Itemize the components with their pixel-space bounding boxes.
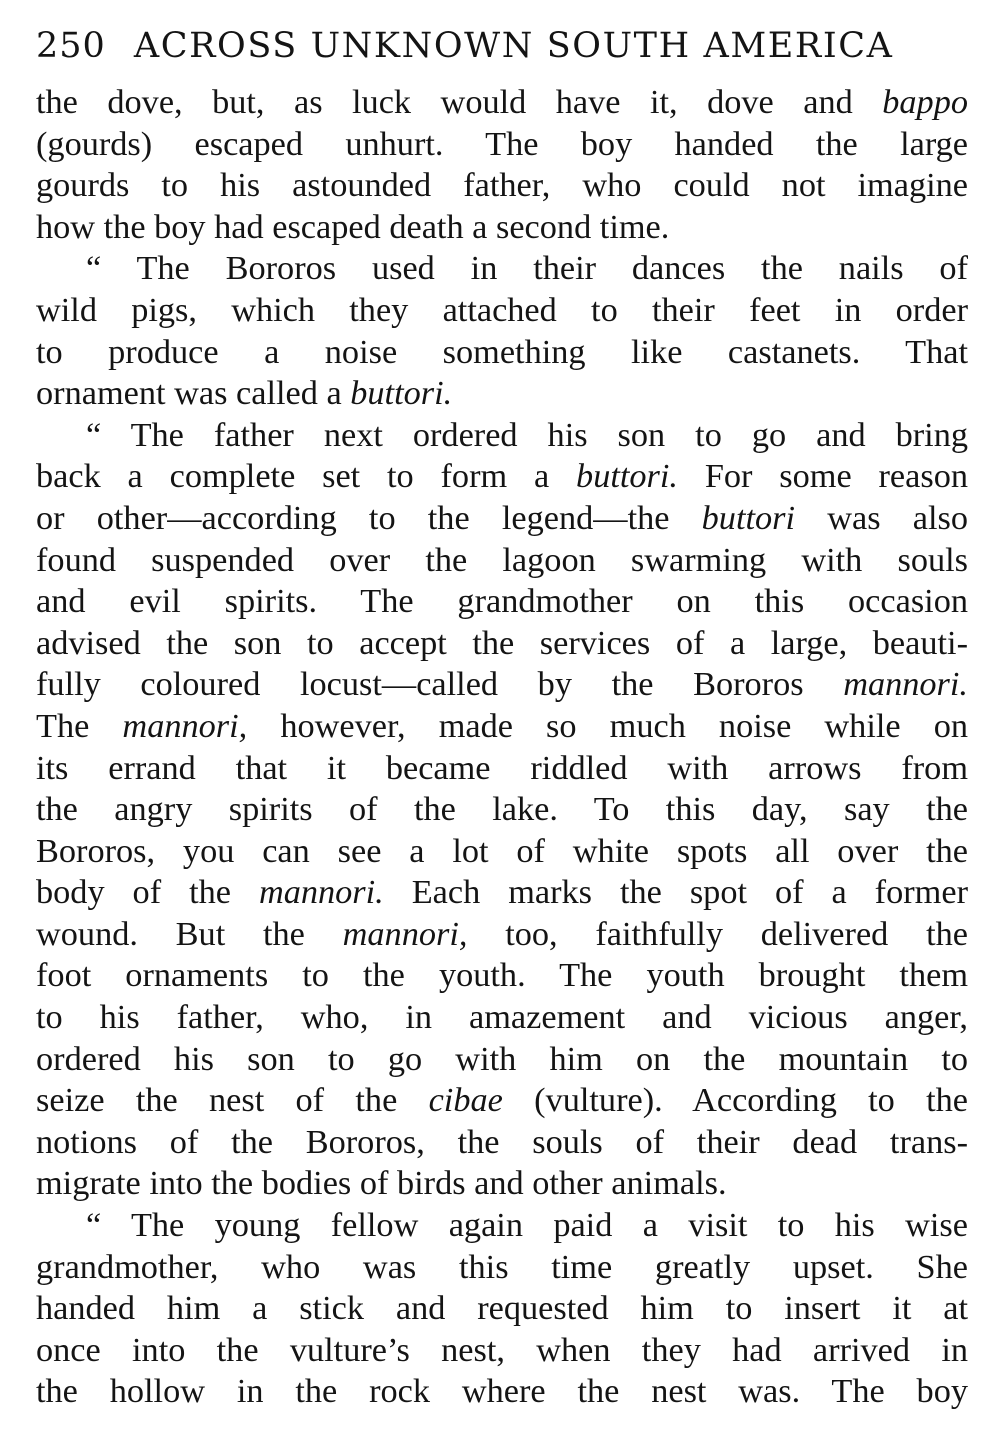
text-line <box>36 82 968 124</box>
text-segment: wild pigs, which they attached to their feet in order <box>36 290 968 329</box>
italic-word: mannori. <box>843 665 968 704</box>
text-line <box>36 165 968 207</box>
text-line <box>36 789 968 831</box>
text-segment: the angry spirits of the lake. To this day, say the <box>36 790 968 829</box>
text-line <box>36 623 968 665</box>
text-line <box>36 831 968 873</box>
text-segment: or other—according to the legend—the <box>36 498 702 537</box>
text-segment: how the boy had escaped death a second time. <box>36 207 670 246</box>
text-segment: the hollow in the rock where the nest was. The boy <box>36 1372 968 1411</box>
text-line <box>36 1247 968 1289</box>
text-line <box>36 1371 968 1413</box>
text-line <box>36 1330 968 1372</box>
text-line <box>36 332 968 374</box>
italic-word: mannori. <box>258 873 384 912</box>
italic-word: cibae <box>428 1081 503 1120</box>
text-segment: once into the vulture’s nest, when they had arrived in <box>36 1330 968 1369</box>
text-segment: ordered his son to go with him on the mountain to <box>36 1039 968 1078</box>
text-line <box>36 373 968 415</box>
text-segment: to his father, who, in amazement and vicious anger, <box>36 998 968 1037</box>
running-head <box>36 18 968 82</box>
text-segment: seize the nest of the <box>36 1081 429 1120</box>
italic-word: buttori. <box>350 374 453 413</box>
text-line <box>36 581 968 623</box>
text-line <box>36 1205 968 1247</box>
text-segment: For some reason <box>678 457 968 496</box>
text-segment: notions of the Bororos, the souls of their dead trans- <box>36 1122 968 1161</box>
text-segment: foot ornaments to the youth. The youth brought them <box>36 956 968 995</box>
text-segment: “ The father next ordered his son to go and bring <box>86 415 968 454</box>
text-segment: the dove, but, as luck would have it, dove and <box>36 83 883 121</box>
text-line <box>36 955 968 997</box>
text-line <box>36 290 968 332</box>
text-line <box>36 997 968 1039</box>
text-line <box>36 456 968 498</box>
book-page <box>36 18 968 1413</box>
text-segment: too, faithfully delivered the <box>467 914 968 953</box>
italic-word: buttori <box>701 498 796 537</box>
text-segment: was also <box>795 498 968 537</box>
italic-word: mannori, <box>122 706 248 745</box>
text-segment: fully coloured locust—called by the Bororos <box>36 665 844 704</box>
text-line <box>36 914 968 956</box>
text-segment: Each marks the spot of a former <box>383 873 968 912</box>
text-segment: its errand that it became riddled with arrows from <box>36 748 968 787</box>
text-line <box>36 748 968 790</box>
page-number: 250 <box>36 26 106 66</box>
text-segment: “ The Bororos used in their dances the nails of <box>86 249 968 288</box>
text-segment: ornament was called a <box>36 374 351 413</box>
italic-word: buttori. <box>576 457 678 496</box>
italic-word: mannori, <box>342 914 468 953</box>
text-segment: (gourds) escaped unhurt. The boy handed the large <box>36 124 968 163</box>
text-segment: and evil spirits. The grandmother on this occasion <box>36 582 968 621</box>
text-line <box>36 1039 968 1081</box>
text-segment: grandmother, who was this time greatly upset. She <box>36 1247 968 1286</box>
text-segment: Bororos, you can see a lot of white spots all over the <box>36 831 968 870</box>
text-line <box>36 415 968 457</box>
text-segment: handed him a stick and requested him to insert it at <box>36 1289 968 1328</box>
italic-word: bappo <box>882 83 968 121</box>
text-segment: found suspended over the lagoon swarming with souls <box>36 540 968 579</box>
body-text <box>36 82 968 1413</box>
text-line <box>36 1288 968 1330</box>
text-line <box>36 248 968 290</box>
text-segment: wound. But the <box>36 914 343 953</box>
text-segment: to produce a noise something like castanets. That <box>36 332 968 371</box>
text-segment: body of the <box>36 873 259 912</box>
text-line <box>36 706 968 748</box>
text-line <box>36 207 968 249</box>
text-segment: The <box>36 706 123 745</box>
text-line <box>36 1080 968 1122</box>
text-segment: migrate into the bodies of birds and other animals. <box>36 1164 727 1203</box>
text-line <box>36 124 968 166</box>
text-segment: gourds to his astounded father, who could not imagine <box>36 166 968 205</box>
text-segment: back a complete set to form a <box>36 457 577 496</box>
text-line <box>36 540 968 582</box>
text-line <box>36 1122 968 1164</box>
text-segment: (vulture). According to the <box>502 1081 968 1120</box>
text-line <box>36 872 968 914</box>
text-segment: however, made so much noise while on <box>247 706 968 745</box>
text-segment: “ The young fellow again paid a visit to his wise <box>86 1206 968 1245</box>
text-segment: advised the son to accept the services of a large, beauti- <box>36 623 968 662</box>
text-line <box>36 1163 968 1205</box>
text-line <box>36 664 968 706</box>
running-title: ACROSS UNKNOWN SOUTH AMERICA <box>133 26 894 66</box>
text-line <box>36 498 968 540</box>
